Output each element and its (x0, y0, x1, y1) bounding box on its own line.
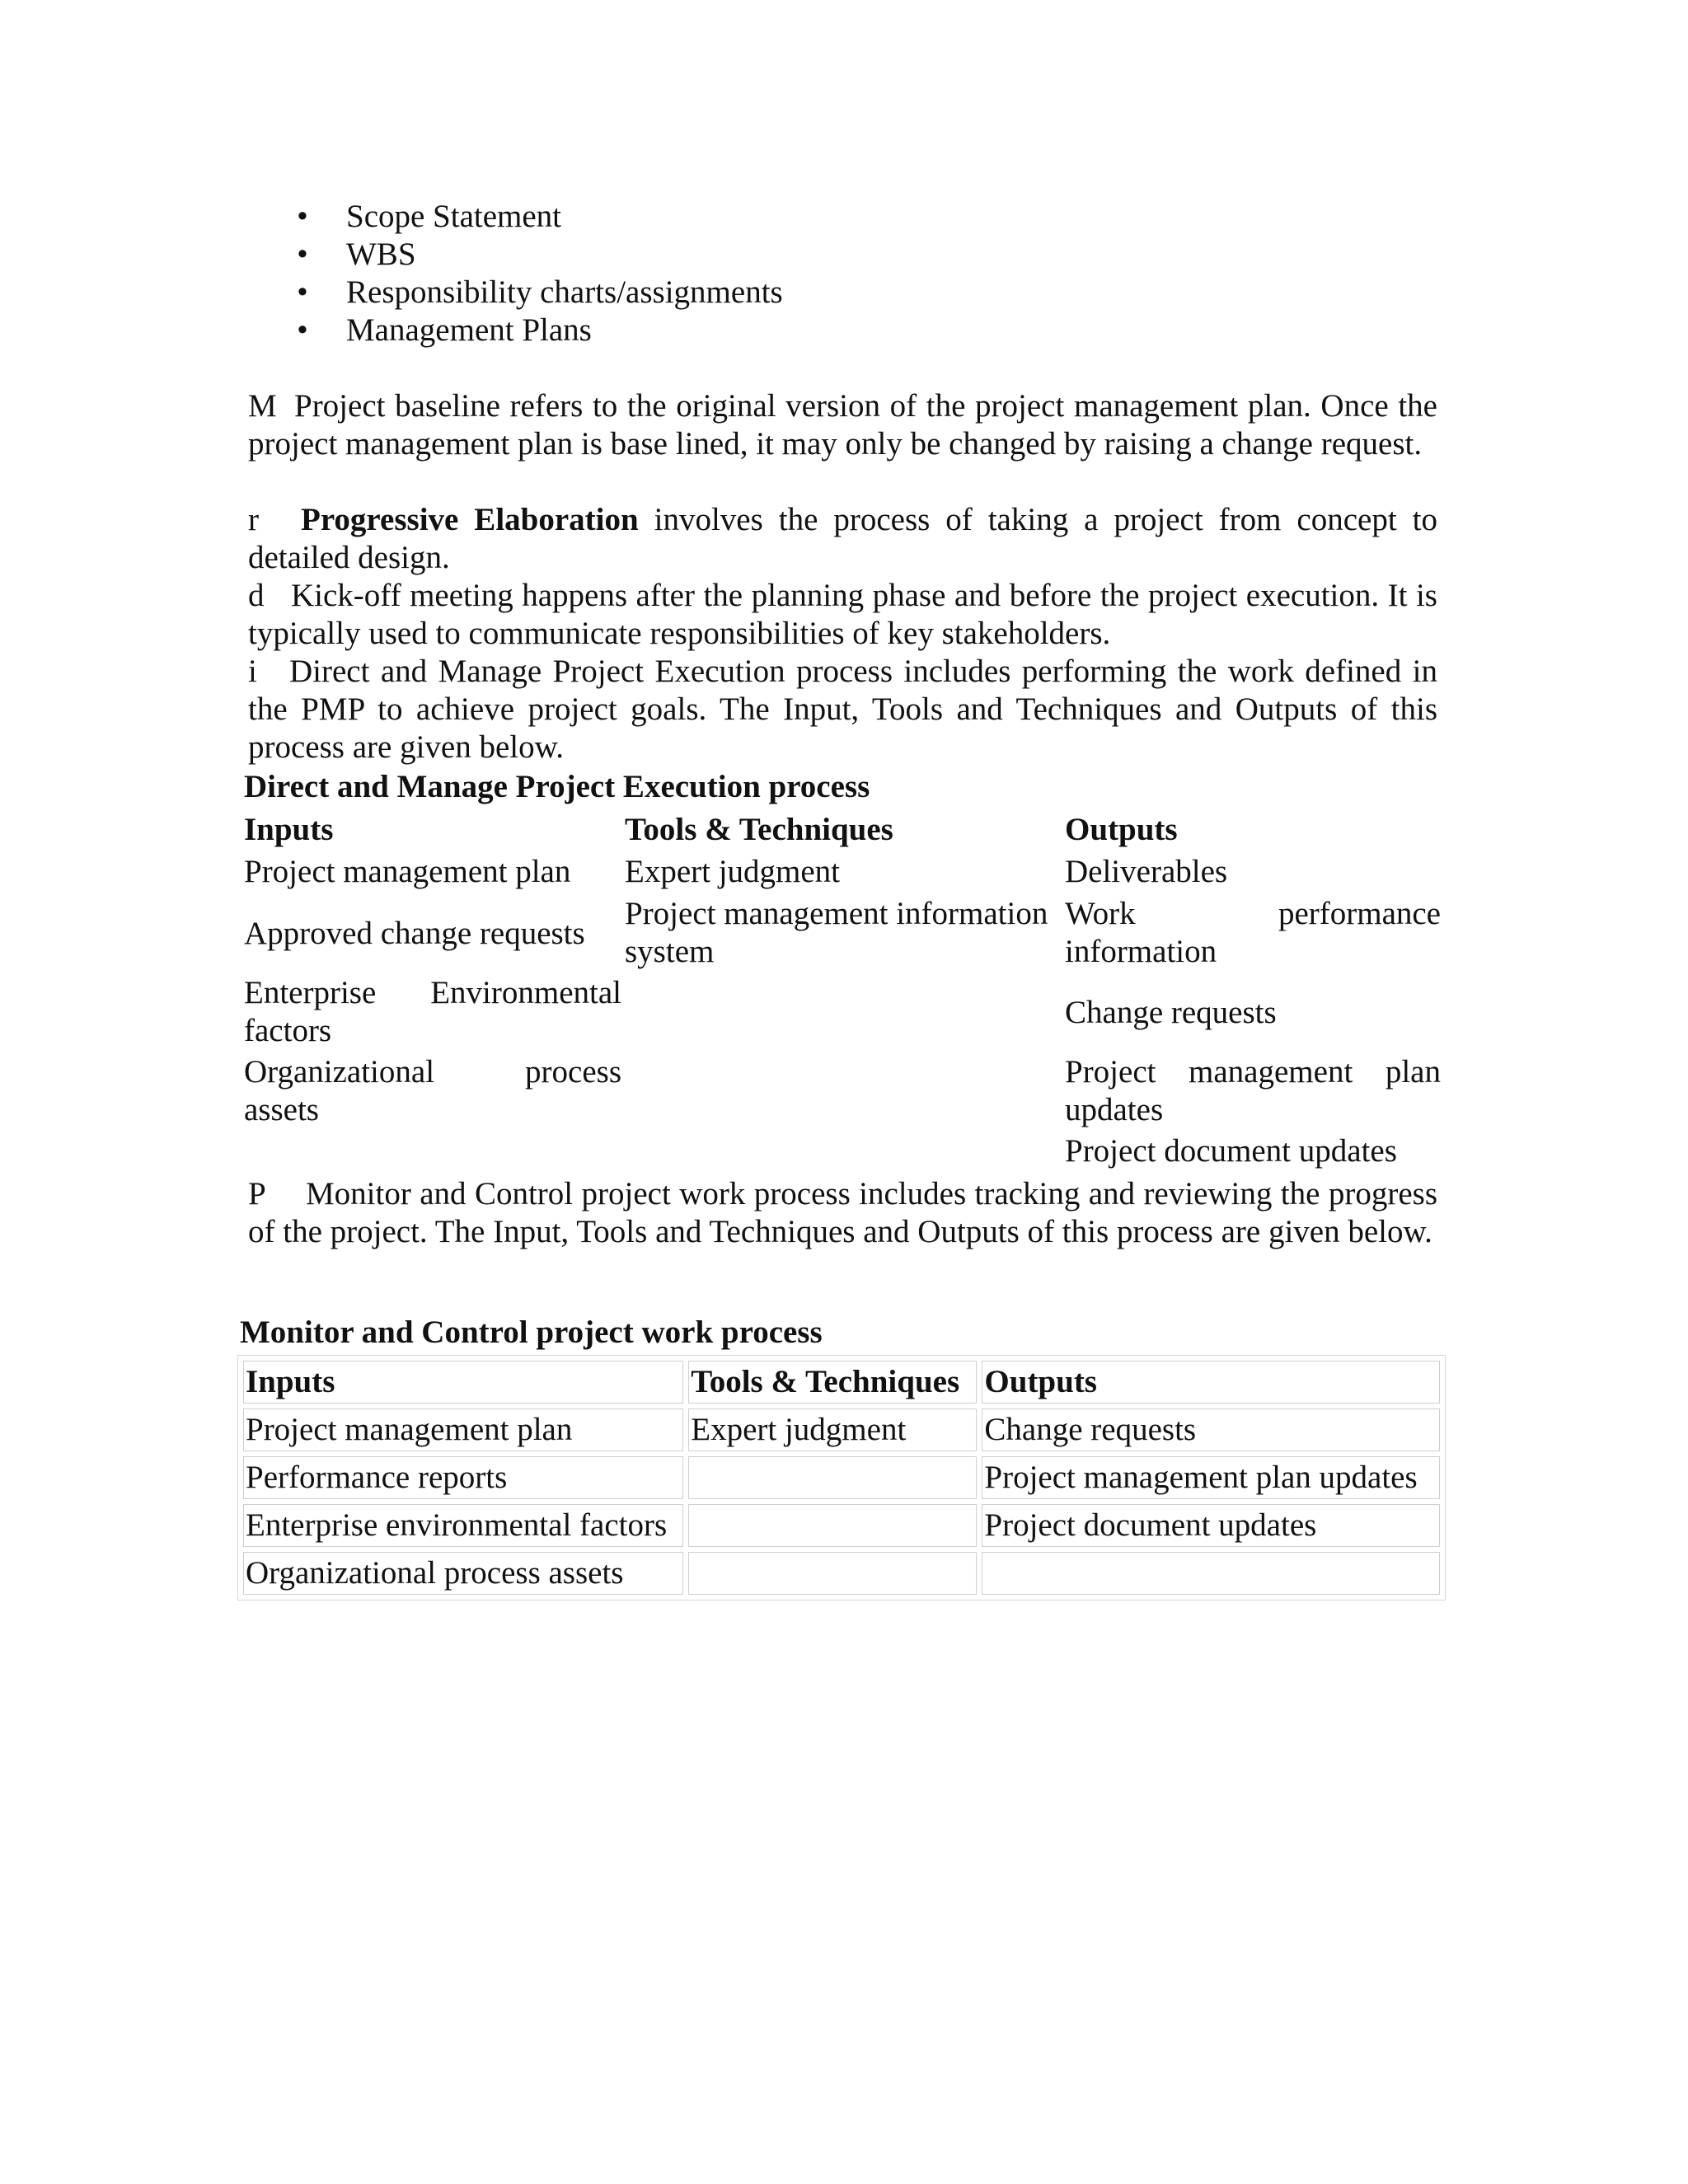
bullet-text: Responsibility charts/assignments (346, 274, 783, 310)
table-row (244, 1053, 1441, 1131)
header-tools: Tools & Techniques (625, 812, 893, 847)
table-cell: Performance reports (243, 1456, 683, 1499)
table-cell: Project management plan updates (982, 1456, 1440, 1499)
table-cell: Enterprise environmental factors (243, 1504, 683, 1547)
table-row (243, 1456, 1440, 1499)
table-row (243, 1408, 1440, 1451)
table-cell: Deliverables (1065, 854, 1228, 889)
baseline-paragraph (248, 387, 1437, 463)
table-cell: Organizational process assets (243, 1552, 683, 1595)
table-cell: Expert judgment (688, 1408, 977, 1451)
table-cell: Project management plan updates (1065, 1054, 1441, 1127)
paragraph-text: Direct and Manage Project Execution process includes performing the work defined in the PMP to achieve project goals. The Input, Tools and Techniques and Outputs of this process are given below. (248, 654, 1437, 765)
table-cell: Project management plan (243, 1408, 683, 1451)
bullet-glyph: • (297, 274, 308, 310)
paragraph-marker: d (248, 578, 265, 613)
table-cell: Work performance information (1065, 896, 1441, 969)
table-row (243, 1504, 1440, 1547)
table-cell: Project document updates (982, 1504, 1440, 1547)
table-cell: Change requests (1065, 995, 1277, 1030)
bullet-item (290, 312, 783, 349)
bullet-glyph: • (297, 312, 308, 348)
table-header-row (244, 811, 1441, 852)
paragraph-bold-term: Progressive Elaboration (301, 502, 639, 537)
table-cell (982, 1552, 1440, 1595)
table-cell: Project management information system (625, 896, 1048, 969)
table-cell (688, 1504, 977, 1547)
paragraph-marker: i (248, 654, 257, 689)
direct-manage-heading: Direct and Manage Project Execution process (244, 769, 870, 804)
elaboration-paragraph (248, 501, 1437, 577)
paragraph-marker: r (248, 502, 259, 537)
paragraph-text: involves the process of taking a project from concept to detailed design. (248, 502, 1437, 575)
paragraph-marker: P (248, 1176, 266, 1212)
bullet-glyph: • (297, 237, 308, 272)
paragraph-text: Project baseline refers to the original version of the project management plan. Once the project management plan is base lined, it may only be changed by raising a change request. (248, 388, 1437, 462)
paragraph-marker: M (248, 388, 277, 424)
bullet-text: WBS (346, 237, 416, 272)
bullet-item (290, 274, 783, 312)
bullet-item (290, 236, 783, 274)
paragraph-text: Kick-off meeting happens after the planning phase and before the project execution. It is typically used to communicate responsibilities of key stakeholders. (248, 578, 1437, 651)
monitor-control-table (237, 1355, 1446, 1601)
table-row (243, 1552, 1440, 1595)
table-header-row (243, 1361, 1440, 1404)
deliverables-bullet-list (290, 198, 783, 349)
header-tools: Tools & Techniques (688, 1361, 977, 1404)
monitor-control-paragraph (248, 1175, 1437, 1251)
header-outputs: Outputs (1065, 812, 1178, 847)
table-cell: Project management plan (244, 854, 571, 889)
direct-manage-table (244, 811, 1441, 1169)
bullet-glyph: • (297, 199, 308, 234)
header-inputs: Inputs (244, 812, 334, 847)
header-outputs: Outputs (982, 1361, 1440, 1404)
table-row (244, 853, 1441, 894)
table-cell: Expert judgment (625, 854, 841, 889)
monitor-control-heading: Monitor and Control project work process (240, 1315, 823, 1350)
table-row (244, 974, 1441, 1052)
table-row (244, 1132, 1441, 1174)
direct-manage-paragraph (248, 653, 1437, 766)
table-cell (688, 1552, 977, 1595)
table-cell: Change requests (982, 1408, 1440, 1451)
bullet-text: Scope Statement (346, 199, 562, 234)
paragraph-text: Monitor and Control project work process includes tracking and reviewing the progress of the project. The Input, Tools and Techniques and Outputs of this process are given below. (248, 1176, 1437, 1249)
table-row (244, 895, 1441, 972)
kickoff-paragraph (248, 577, 1437, 653)
bullet-text: Management Plans (346, 312, 592, 348)
table-cell: Enterprise Environmental factors (244, 975, 621, 1048)
header-inputs: Inputs (243, 1361, 683, 1404)
table-cell: Approved change requests (244, 916, 585, 951)
table-cell: Project document updates (1065, 1133, 1397, 1169)
bullet-item (290, 198, 783, 236)
table-cell: Organizational process assets (244, 1054, 621, 1127)
table-cell (688, 1456, 977, 1499)
